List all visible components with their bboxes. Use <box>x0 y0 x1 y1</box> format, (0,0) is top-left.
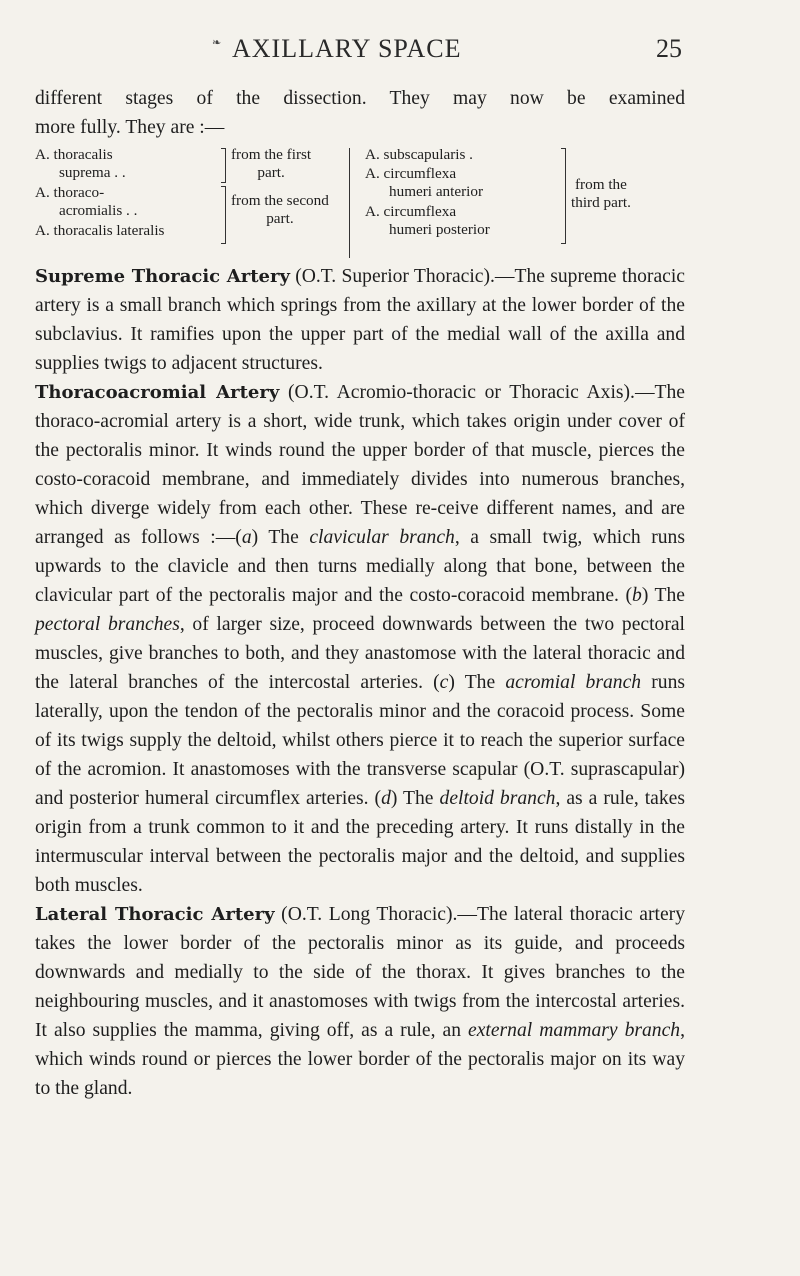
section-ot: (O.T. Superior Thoracic). <box>295 266 495 287</box>
branch-entry <box>365 146 473 164</box>
page-header <box>0 34 800 74</box>
section-text: ) The <box>251 527 310 548</box>
column-divider <box>349 148 350 258</box>
branch-name: external mammary branch <box>468 1020 681 1041</box>
section-heading: Lateral Thoracic Artery <box>35 904 275 925</box>
branch-entry <box>35 222 164 240</box>
intro-line-1: different stages of the dissection. They may now be examined <box>35 88 685 109</box>
branch-entry-line: A. circumflexa <box>365 203 457 220</box>
branch-entry <box>35 184 137 219</box>
branch-name: clavicular branch <box>309 527 455 548</box>
section-text: —The thoraco-acromial artery is a short, wide trunk, which takes origin under cover of the pectoralis minor. It winds round the upper border of that muscle, pierces the costo-coracoid membrane, and immediately divides into numerous branches, which diverge widely from each other. These re-ceive different names, and are arranged as follows :—( <box>35 382 685 548</box>
group-label-line: part. <box>266 209 294 227</box>
section-heading: Supreme Thoracic Artery <box>35 266 290 287</box>
section-text: —The supreme thoracic artery is a small branch which springs from the axillary at the lower border of the subclavius. It ramifies upon the upper part of the medial wall of the axilla and supplies twigs to adjacent structures. <box>35 266 685 374</box>
group-label-line: from the <box>575 176 627 193</box>
branch-entry-line: humeri anterior <box>389 182 484 200</box>
branch-entry-line: humeri posterior <box>389 220 490 238</box>
main-text <box>35 262 685 1103</box>
section-text: , as a rule, takes origin from a trunk common to it and the preceding artery. It runs distally in the intermuscular interval between the pectoralis major and the deltoid, and supplies both muscles. <box>35 788 685 896</box>
branch-entry <box>365 165 483 200</box>
branch-entry <box>35 146 126 181</box>
section-text: ) The <box>641 585 685 606</box>
branch-name: pectoral branches <box>35 614 180 635</box>
ornament-icon: ❧ <box>212 36 222 49</box>
branches-table <box>35 146 685 260</box>
group-label <box>571 176 631 211</box>
section-text: , a small twig, which runs upwards to the clavicle and then turns medially along that bone, between the clavicular part of the pectoralis major and the costo-coracoid membrane. ( <box>35 527 685 606</box>
section-text: , of larger size, proceed downwards between the two pectoral muscles, give branches to both, and they anastomose with the lateral thoracic and the lateral branches of the intercostal arteries. ( <box>35 614 685 693</box>
section-ot: (O.T. Acromio-thoracic or Thoracic Axis). <box>288 382 635 403</box>
section-lateral-thoracic <box>35 900 685 1103</box>
group-label <box>231 192 329 227</box>
brace <box>561 148 566 244</box>
brace <box>221 186 226 244</box>
branch-entry-line: A. thoraco- <box>35 184 105 201</box>
branch-entry-line: A. subscapularis . <box>365 146 473 163</box>
section-text: ) The <box>448 672 506 693</box>
group-label-line: from the second <box>231 192 329 209</box>
branch-entry-line: A. circumflexa <box>365 165 457 182</box>
branch-name: acromial branch <box>505 672 642 693</box>
section-text: runs laterally, upon the tendon of the pectoralis minor and the coracoid process. Some of its twigs supply the deltoid, whilst others pierce it to reach the superior surface of the acromion. It anastomoses with the transverse scapular (O.T. suprascapular) and posterior humeral circumflex arteries. ( <box>35 672 685 809</box>
branch-entry-line: suprema . . <box>59 163 126 181</box>
item-letter: d <box>381 788 391 809</box>
section-heading: Thoracoacromial Artery <box>35 382 280 403</box>
section-text: —The lateral thoracic artery takes the lower border of the pectoralis minor as its guide, and proceeds downwards and medially to the side of the thorax. It gives branches to the neighbouring muscles, and it anastomoses with twigs from the intercostal arteries. It also supplies the mamma, giving off, as a rule, an <box>35 904 685 1041</box>
branch-entry-line: A. thoracalis lateralis <box>35 222 165 239</box>
intro-line-2: more fully. They are :— <box>35 117 225 138</box>
section-supreme-thoracic <box>35 262 685 378</box>
item-letter: c <box>439 672 449 693</box>
group-label-line: part. <box>257 163 285 181</box>
group-label <box>231 146 311 181</box>
section-text: , which winds round or pierces the lower border of the pectoralis major on its way to the gland. <box>35 1020 685 1099</box>
group-label-line: from the first <box>231 146 312 163</box>
section-text: ) The <box>390 788 440 809</box>
branch-entry <box>365 203 490 238</box>
item-letter: b <box>632 585 642 606</box>
brace <box>221 148 226 183</box>
page-number: 25 <box>656 34 682 63</box>
item-letter: a <box>241 527 252 548</box>
running-title: AXILLARY SPACE <box>232 34 462 63</box>
group-label-line: third part. <box>571 193 631 211</box>
section-thoracoacromial <box>35 378 685 900</box>
branch-entry-line: A. thoracalis <box>35 146 113 163</box>
intro-paragraph <box>35 84 685 142</box>
section-ot: (O.T. Long Thoracic). <box>281 904 458 925</box>
branch-name: deltoid branch <box>439 788 556 809</box>
branch-entry-line: acromialis . . <box>59 201 138 219</box>
